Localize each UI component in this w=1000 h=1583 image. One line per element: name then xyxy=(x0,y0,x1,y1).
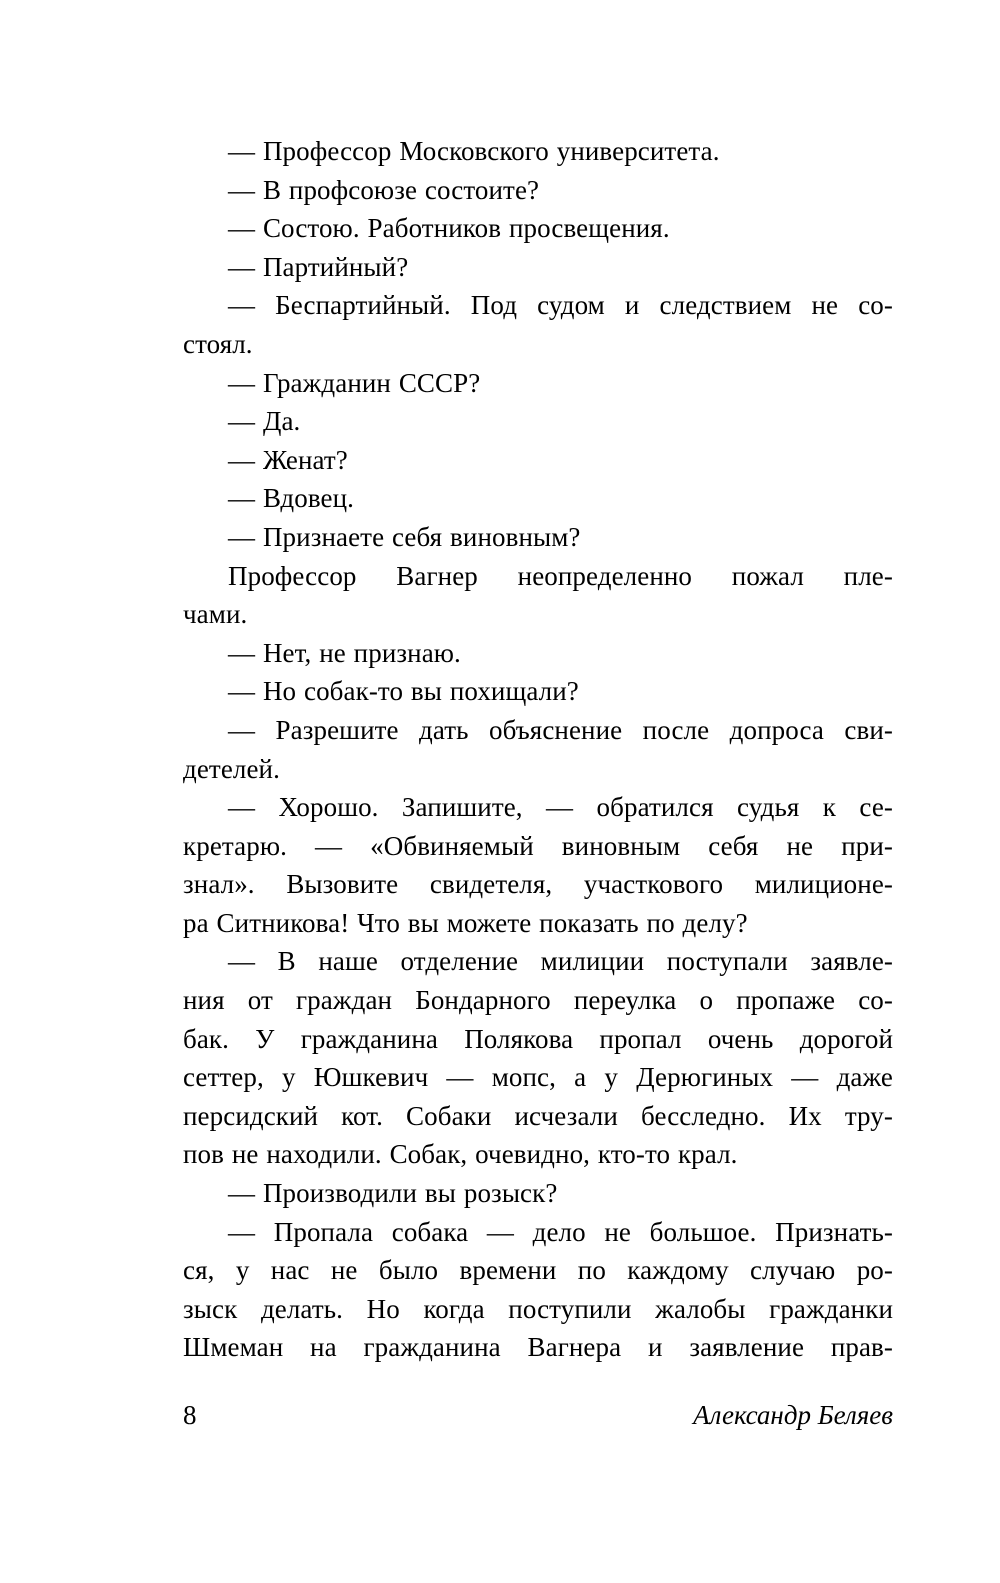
text-line: — Признаете себя виновным? xyxy=(228,521,581,552)
page-number: 8 xyxy=(183,1400,197,1430)
text-line: — Состою. Работников просвещения. xyxy=(228,213,670,244)
text-line: — В профсоюзе состоите? xyxy=(228,174,540,205)
text-line: — Разрешите дать объяснение после допроса сви- xyxy=(228,714,893,745)
text-line: — Гражданин СССР? xyxy=(228,367,481,398)
text-line: сеттер, у Юшкевич — мопс, а у Дерюгиных — даже xyxy=(183,1062,893,1093)
text-line: Шмеман на гражданина Вагнера и заявление прав- xyxy=(183,1332,893,1363)
text-line: ся, у нас не было времени по каждому случаю ро- xyxy=(183,1255,893,1286)
page-footer xyxy=(183,1396,893,1435)
text-line: ния от граждан Бондарного переулка о пропаже со- xyxy=(183,985,893,1016)
text-line: персидский кот. Собаки исчезали бесследно. Их тру- xyxy=(183,1100,893,1131)
text-line: — Но собак-то вы похищали? xyxy=(228,676,579,707)
body-text xyxy=(183,132,893,1367)
text-line: — Вдовец. xyxy=(228,483,354,514)
text-line: Профессор Вагнер неопределенно пожал пле- xyxy=(228,560,893,591)
text-line: ра Ситникова! Что вы можете показать по делу? xyxy=(183,907,748,938)
text-line: — Пропала собака — дело не большое. Признать- xyxy=(228,1216,893,1247)
text-line: — Нет, не признаю. xyxy=(228,637,461,668)
text-line: кретарю. — «Обвиняемый виновным себя не при- xyxy=(183,830,893,861)
text-line: бак. У гражданина Полякова пропал очень дорогой xyxy=(183,1023,893,1054)
text-line: — Да. xyxy=(228,406,301,437)
text-line: — Партийный? xyxy=(228,251,409,282)
text-line: — Беспартийный. Под судом и следствием не со- xyxy=(228,290,893,321)
text-line: знал». Вызовите свидетеля, участкового милиционе- xyxy=(183,869,893,900)
text-line: пов не находили. Собак, очевидно, кто-то крал. xyxy=(183,1139,738,1170)
text-line: — Производили вы розыск? xyxy=(228,1178,558,1209)
running-title: Александр Беляев xyxy=(693,1400,893,1430)
text-line: — В наше отделение милиции поступали заявле- xyxy=(228,946,893,977)
text-line: зыск делать. Но когда поступили жалобы гражданки xyxy=(183,1293,893,1324)
text-line: чами. xyxy=(183,599,248,630)
text-line: — Женат? xyxy=(228,444,348,475)
text-line: детелей. xyxy=(183,753,280,784)
text-line: — Профессор Московского университета. xyxy=(228,136,720,166)
text-line: — Хорошо. Запишите, — обратился судья к се- xyxy=(228,792,893,823)
text-line: стоял. xyxy=(183,328,253,359)
